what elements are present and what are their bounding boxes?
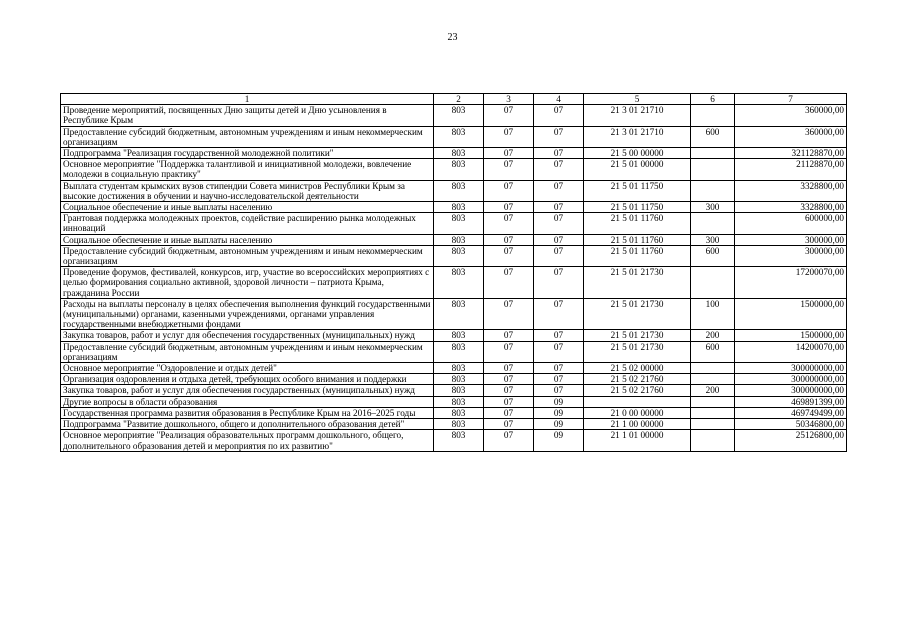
row-section-cell: 07 [484,407,534,418]
row-amount-cell: 1500000,00 [735,298,847,330]
budget-table [60,93,847,452]
row-section-cell: 07 [484,396,534,407]
table-row [61,330,847,341]
row-section-cell: 07 [484,126,534,147]
row-subsection-cell: 07 [534,374,584,385]
row-subsection-cell: 07 [534,126,584,147]
row-subsection-cell: 09 [534,430,584,451]
row-amount-cell: 14200070,00 [735,341,847,362]
page-number: 23 [447,32,458,43]
row-section-cell: 07 [484,341,534,362]
column-header: 6 [691,94,735,105]
row-name-cell: Организация оздоровления и отдыха детей, требующих особого внимания и поддержки [61,374,434,385]
row-name-cell: Предоставление субсидий бюджетным, автономным учреждениям и иным некоммерческим организациям [61,245,434,266]
row-section-cell: 07 [484,430,534,451]
row-amount-cell: 300000,00 [735,245,847,266]
row-target-code-cell: 21 5 01 00000 [584,159,691,180]
row-expense-type-cell [691,267,735,299]
row-amount-cell: 300000,00 [735,234,847,245]
table-row [61,419,847,430]
row-section-cell: 07 [484,267,534,299]
row-target-code-cell: 21 0 00 00000 [584,407,691,418]
row-code-cell: 803 [434,105,484,126]
row-amount-cell: 360000,00 [735,105,847,126]
row-amount-cell: 469749499,00 [735,407,847,418]
row-target-code-cell: 21 5 00 00000 [584,148,691,159]
row-name-cell: Проведение мероприятий, посвященных Дню защиты детей и Дню усыновления в Республике Крым [61,105,434,126]
row-target-code-cell: 21 1 01 00000 [584,430,691,451]
row-code-cell: 803 [434,419,484,430]
row-expense-type-cell [691,407,735,418]
row-name-cell: Основное мероприятие "Поддержка талантливой и инициативной молодежи, вовлечение молодежи в социальную практику" [61,159,434,180]
row-amount-cell: 3328800,00 [735,202,847,213]
table-row [61,159,847,180]
row-expense-type-cell: 600 [691,245,735,266]
row-expense-type-cell [691,213,735,234]
row-amount-cell: 300000000,00 [735,363,847,374]
row-target-code-cell: 21 5 01 11750 [584,202,691,213]
row-target-code-cell: 21 5 01 11760 [584,234,691,245]
column-header: 4 [534,94,584,105]
table-row [61,374,847,385]
row-name-cell: Закупка товаров, работ и услуг для обеспечения государственных (муниципальных) нужд [61,330,434,341]
row-expense-type-cell [691,374,735,385]
row-expense-type-cell: 200 [691,385,735,396]
row-subsection-cell: 07 [534,180,584,201]
row-target-code-cell: 21 5 01 11760 [584,213,691,234]
row-target-code-cell [584,396,691,407]
row-subsection-cell: 07 [534,159,584,180]
row-section-cell: 07 [484,105,534,126]
row-target-code-cell: 21 3 01 21710 [584,126,691,147]
table-row [61,430,847,451]
row-expense-type-cell: 300 [691,202,735,213]
table-row [61,341,847,362]
row-amount-cell: 469891399,00 [735,396,847,407]
row-expense-type-cell [691,180,735,201]
row-target-code-cell: 21 5 01 21730 [584,267,691,299]
column-header: 7 [735,94,847,105]
row-code-cell: 803 [434,298,484,330]
table-row [61,126,847,147]
row-code-cell: 803 [434,159,484,180]
row-name-cell: Основное мероприятие "Реализация образовательных программ дошкольного, общего, дополнительного образования детей и мероприятия по их развитию" [61,430,434,451]
table-body [61,94,847,452]
row-code-cell: 803 [434,396,484,407]
row-name-cell: Основное мероприятие "Оздоровление и отдых детей" [61,363,434,374]
row-section-cell: 07 [484,385,534,396]
row-target-code-cell: 21 3 01 21710 [584,105,691,126]
row-name-cell: Социальное обеспечение и иные выплаты населению [61,234,434,245]
row-target-code-cell: 21 5 01 21730 [584,341,691,362]
row-section-cell: 07 [484,298,534,330]
row-expense-type-cell [691,363,735,374]
table-row [61,148,847,159]
row-section-cell: 07 [484,330,534,341]
row-expense-type-cell: 600 [691,341,735,362]
row-subsection-cell: 07 [534,330,584,341]
row-subsection-cell: 07 [534,148,584,159]
row-expense-type-cell [691,396,735,407]
row-amount-cell: 50346800,00 [735,419,847,430]
row-amount-cell: 321128870,00 [735,148,847,159]
row-section-cell: 07 [484,363,534,374]
row-amount-cell: 300000000,00 [735,385,847,396]
table-row [61,180,847,201]
row-section-cell: 07 [484,374,534,385]
row-amount-cell: 600000,00 [735,213,847,234]
row-amount-cell: 1500000,00 [735,330,847,341]
header-row [61,94,847,105]
row-name-cell: Подпрограмма "Реализация государственной молодежной политики" [61,148,434,159]
column-header: 3 [484,94,534,105]
table-row [61,396,847,407]
row-subsection-cell: 07 [534,105,584,126]
row-expense-type-cell [691,430,735,451]
row-target-code-cell: 21 5 01 21730 [584,330,691,341]
row-expense-type-cell [691,148,735,159]
row-subsection-cell: 07 [534,298,584,330]
row-expense-type-cell: 200 [691,330,735,341]
table-row [61,245,847,266]
row-code-cell: 803 [434,180,484,201]
row-code-cell: 803 [434,341,484,362]
row-name-cell: Подпрограмма "Развитие дошкольного, общего и дополнительного образования детей" [61,419,434,430]
row-target-code-cell: 21 5 01 11760 [584,245,691,266]
row-subsection-cell: 07 [534,363,584,374]
row-expense-type-cell: 300 [691,234,735,245]
row-code-cell: 803 [434,234,484,245]
row-expense-type-cell [691,105,735,126]
row-target-code-cell: 21 5 01 21730 [584,298,691,330]
row-code-cell: 803 [434,363,484,374]
column-header: 1 [61,94,434,105]
row-subsection-cell: 07 [534,267,584,299]
row-subsection-cell: 07 [534,341,584,362]
row-amount-cell: 17200070,00 [735,267,847,299]
row-name-cell: Предоставление субсидий бюджетным, автономным учреждениям и иным некоммерческим организациям [61,341,434,362]
column-header: 2 [434,94,484,105]
table-row [61,202,847,213]
row-expense-type-cell [691,159,735,180]
row-amount-cell: 300000000,00 [735,374,847,385]
row-subsection-cell: 07 [534,234,584,245]
row-section-cell: 07 [484,180,534,201]
row-code-cell: 803 [434,385,484,396]
row-section-cell: 07 [484,419,534,430]
row-name-cell: Государственная программа развития образования в Республике Крым на 2016–2025 годы [61,407,434,418]
row-name-cell: Социальное обеспечение и иные выплаты населению [61,202,434,213]
row-subsection-cell: 07 [534,385,584,396]
row-target-code-cell: 21 1 00 00000 [584,419,691,430]
row-code-cell: 803 [434,374,484,385]
row-code-cell: 803 [434,126,484,147]
row-code-cell: 803 [434,330,484,341]
row-section-cell: 07 [484,202,534,213]
table-row [61,213,847,234]
table-row [61,267,847,299]
row-name-cell: Выплата студентам крымских вузов стипендии Совета министров Республики Крым за высокие достижения в обучении и научно-исследовательской деятельности [61,180,434,201]
row-subsection-cell: 07 [534,213,584,234]
row-subsection-cell: 07 [534,202,584,213]
row-section-cell: 07 [484,234,534,245]
row-name-cell: Расходы на выплаты персоналу в целях обеспечения выполнения функций государственными (муниципальными) органами, казенными учреждениями, органами управления государственными внебюджетными фондами [61,298,434,330]
row-subsection-cell: 09 [534,407,584,418]
row-target-code-cell: 21 5 02 21760 [584,385,691,396]
row-amount-cell: 25126800,00 [735,430,847,451]
row-name-cell: Предоставление субсидий бюджетным, автономным учреждениям и иным некоммерческим организациям [61,126,434,147]
row-target-code-cell: 21 5 02 00000 [584,363,691,374]
row-code-cell: 803 [434,245,484,266]
row-section-cell: 07 [484,213,534,234]
row-subsection-cell: 09 [534,396,584,407]
row-name-cell: Проведение форумов, фестивалей, конкурсов, игр, участие во всероссийских мероприятиях с целью формирования социально активной, здоровой личности – патриота Крыма, гражданина России [61,267,434,299]
column-header: 5 [584,94,691,105]
row-amount-cell: 360000,00 [735,126,847,147]
table-row [61,234,847,245]
row-amount-cell: 21128870,00 [735,159,847,180]
row-target-code-cell: 21 5 02 21760 [584,374,691,385]
row-code-cell: 803 [434,430,484,451]
table-row [61,363,847,374]
row-section-cell: 07 [484,245,534,266]
row-expense-type-cell: 100 [691,298,735,330]
table-row [61,105,847,126]
row-code-cell: 803 [434,407,484,418]
table-row [61,385,847,396]
row-section-cell: 07 [484,148,534,159]
row-subsection-cell: 07 [534,245,584,266]
row-expense-type-cell [691,419,735,430]
row-name-cell: Закупка товаров, работ и услуг для обеспечения государственных (муниципальных) нужд [61,385,434,396]
row-code-cell: 803 [434,213,484,234]
row-code-cell: 803 [434,148,484,159]
row-amount-cell: 3328800,00 [735,180,847,201]
table-row [61,407,847,418]
row-code-cell: 803 [434,202,484,213]
row-target-code-cell: 21 5 01 11750 [584,180,691,201]
row-section-cell: 07 [484,159,534,180]
row-expense-type-cell: 600 [691,126,735,147]
row-name-cell: Другие вопросы в области образования [61,396,434,407]
row-code-cell: 803 [434,267,484,299]
table-row [61,298,847,330]
row-subsection-cell: 09 [534,419,584,430]
row-name-cell: Грантовая поддержка молодежных проектов, содействие расширению рынка молодежных инноваций [61,213,434,234]
